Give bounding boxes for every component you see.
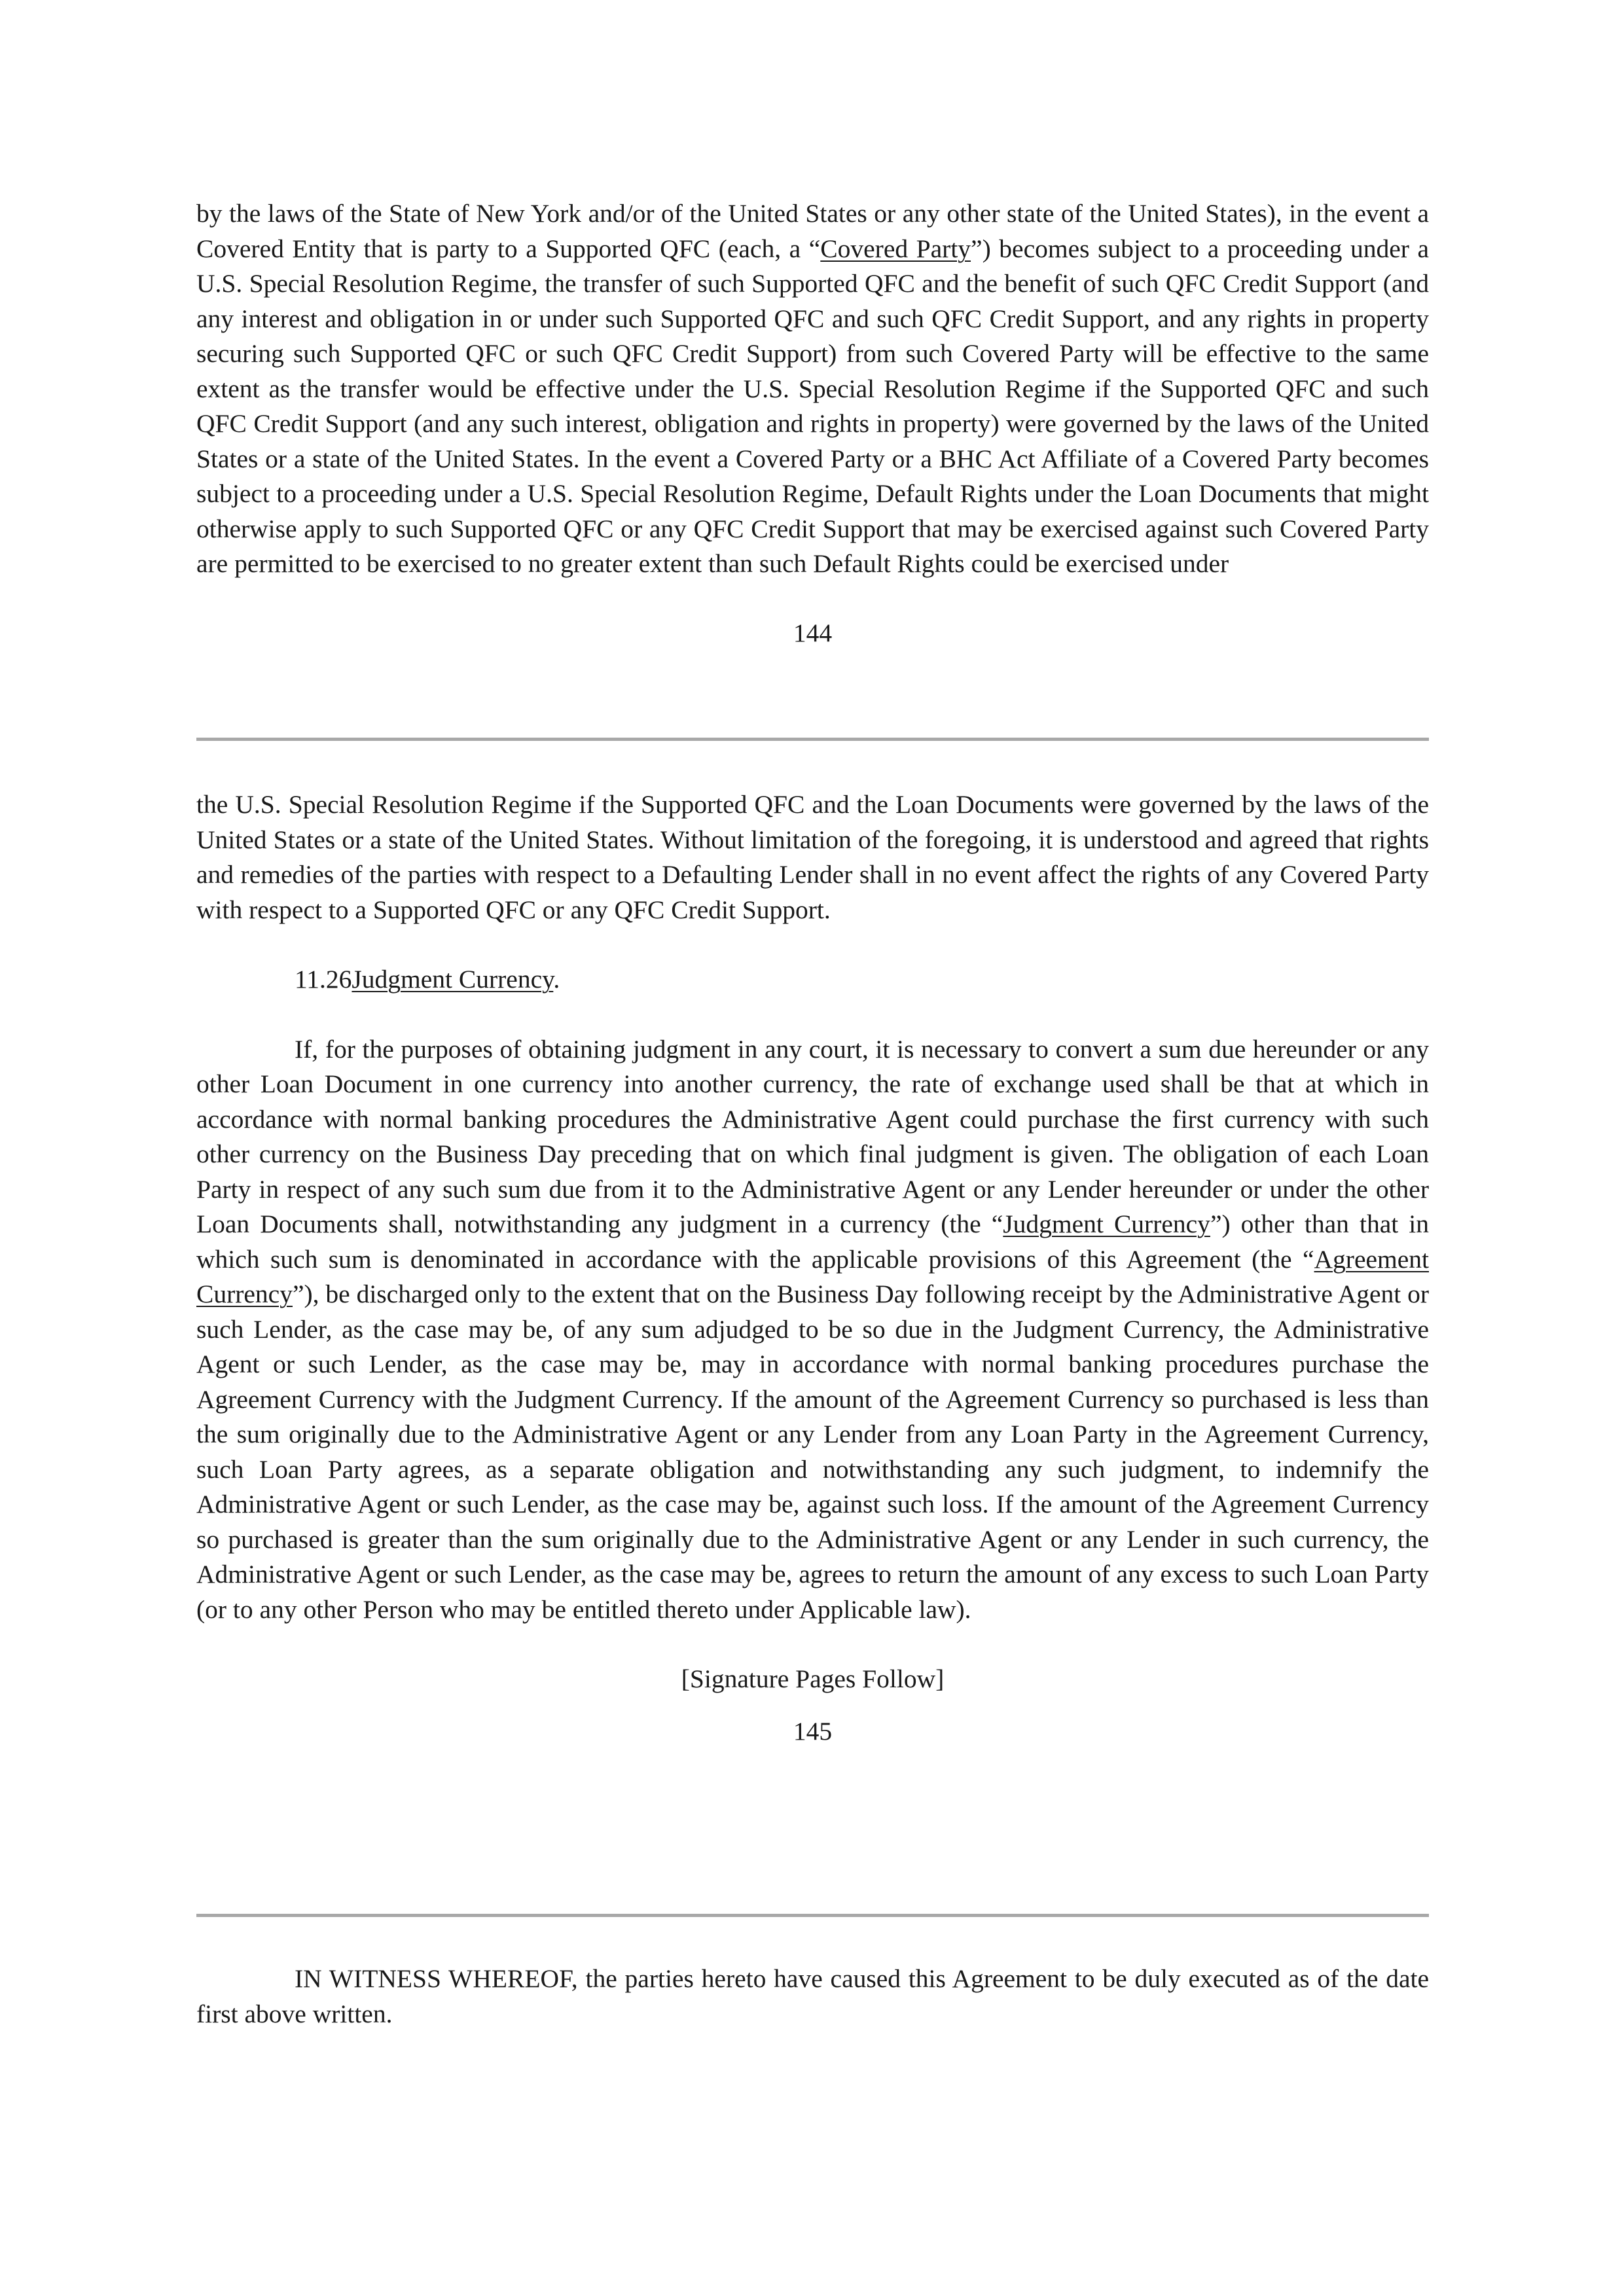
paragraph-text: ”) becomes subject to a proceeding under a U.S. Special Resolution Regime, the transfer of such Supported QFC and the benefit of such QFC Credit Support (and any interest and obligation in or under such Supported QFC and such QFC Credit Support, and any rights in property securing such Supported QFC or such QFC Credit Support) from such Covered Party will be effective to the same extent as the transfer would be effective under the U.S. Special Resolution Regime if the Supported QFC and such QFC Credit Support (and any such interest, obligation and rights in property) were governed by the laws of the United States or a state of the United States. In the event a Covered Party or a BHC Act Affiliate of a Covered Party becomes subject to a proceeding under a U.S. Special Resolution Regime, Default Rights under the Loan Documents that might otherwise apply to such Supported QFC or any QFC Credit Support that may be exercised against such Covered Party are permitted to be exercised to no greater extent than such Default Rights could be exercised under	[196, 234, 1429, 578]
paragraph-text: If, for the purposes of obtaining judgment in any court, it is necessary to convert a sum due hereunder or any other Loan Document in one currency into another currency, the rate of exchange used shall be that at which in accordance with normal banking procedures the Administrative Agent could purchase the first currency with such other currency on the Business Day preceding that on which final judgment is given. The obligation of each Loan Party in respect of any such sum due from it to the Administrative Agent or any Lender hereunder or under the other Loan Documents shall, notwithstanding any judgment in a currency (the “	[196, 1034, 1429, 1238]
signature-pages-note: [Signature Pages Follow]	[681, 1664, 945, 1693]
page-number: 145	[793, 1716, 833, 1746]
covered-party-paragraph	[196, 196, 1429, 582]
continuation-paragraph: the U.S. Special Resolution Regime if the Supported QFC and the Loan Documents were governed by the laws of the United States or a state of the United States. Without limitation of the foregoing, it is understood and agreed that rights and remedies of the parties with respect to a Defaulting Lender shall in no event affect the rights of any Covered Party with respect to a Supported QFC or any QFC Credit Support.	[196, 790, 1429, 924]
page-145	[196, 787, 1429, 1749]
defined-term-agreement-currency: Agreement Currency	[196, 1244, 1429, 1308]
paragraph-text: ”), be discharged only to the extent that on the Business Day following receipt by the Administrative Agent or such Lender, as the case may be, of any sum adjudged to be so due in the Judgment Currency, the Administrative Agent or such Lender, as the case may be, may in accordance with normal banking procedures purchase the Agreement Currency with the Judgment Currency. If the amount of the Agreement Currency so purchased is less than the sum originally due to the Administrative Agent or any Lender from any Loan Party in the Agreement Currency, such Loan Party agrees, as a separate obligation and notwithstanding any such judgment, to indemnify the Administrative Agent or such Lender, as the case may be, against such loss. If the amount of the Agreement Currency so purchased is greater than the sum originally due to the Administrative Agent or any Lender in such currency, the Administrative Agent or such Lender, as the case may be, agrees to return the amount of any excess to such Loan Party (or to any other Person who may be entitled thereto under Applicable law).	[196, 1280, 1429, 1624]
paragraph-text: ”) other than that in which such sum is denominated in accordance with the applicable provisions of this Agreement (the “	[196, 1210, 1429, 1274]
page-divider	[196, 738, 1429, 741]
in-witness-paragraph: IN WITNESS WHEREOF, the parties hereto have caused this Agreement to be duly executed as of the date first above written.	[196, 1964, 1429, 2028]
judgment-currency-paragraph	[196, 1032, 1429, 1628]
paragraph-text: by the laws of the State of New York and/or of the United States or any other state of the United States), in the event a Covered Entity that is party to a Supported QFC (each, a “	[196, 199, 1429, 263]
defined-term-covered-party: Covered Party	[820, 234, 971, 263]
section-heading: 11.26Judgment Currency.	[295, 965, 560, 994]
page-146	[196, 1962, 1429, 2032]
defined-term-judgment-currency: Judgment Currency	[1003, 1210, 1210, 1238]
page-number: 144	[793, 618, 833, 647]
page-144	[196, 196, 1429, 651]
section-title: Judgment Currency	[352, 965, 554, 994]
page-divider	[196, 1914, 1429, 1917]
section-number: 11.26	[295, 965, 352, 994]
